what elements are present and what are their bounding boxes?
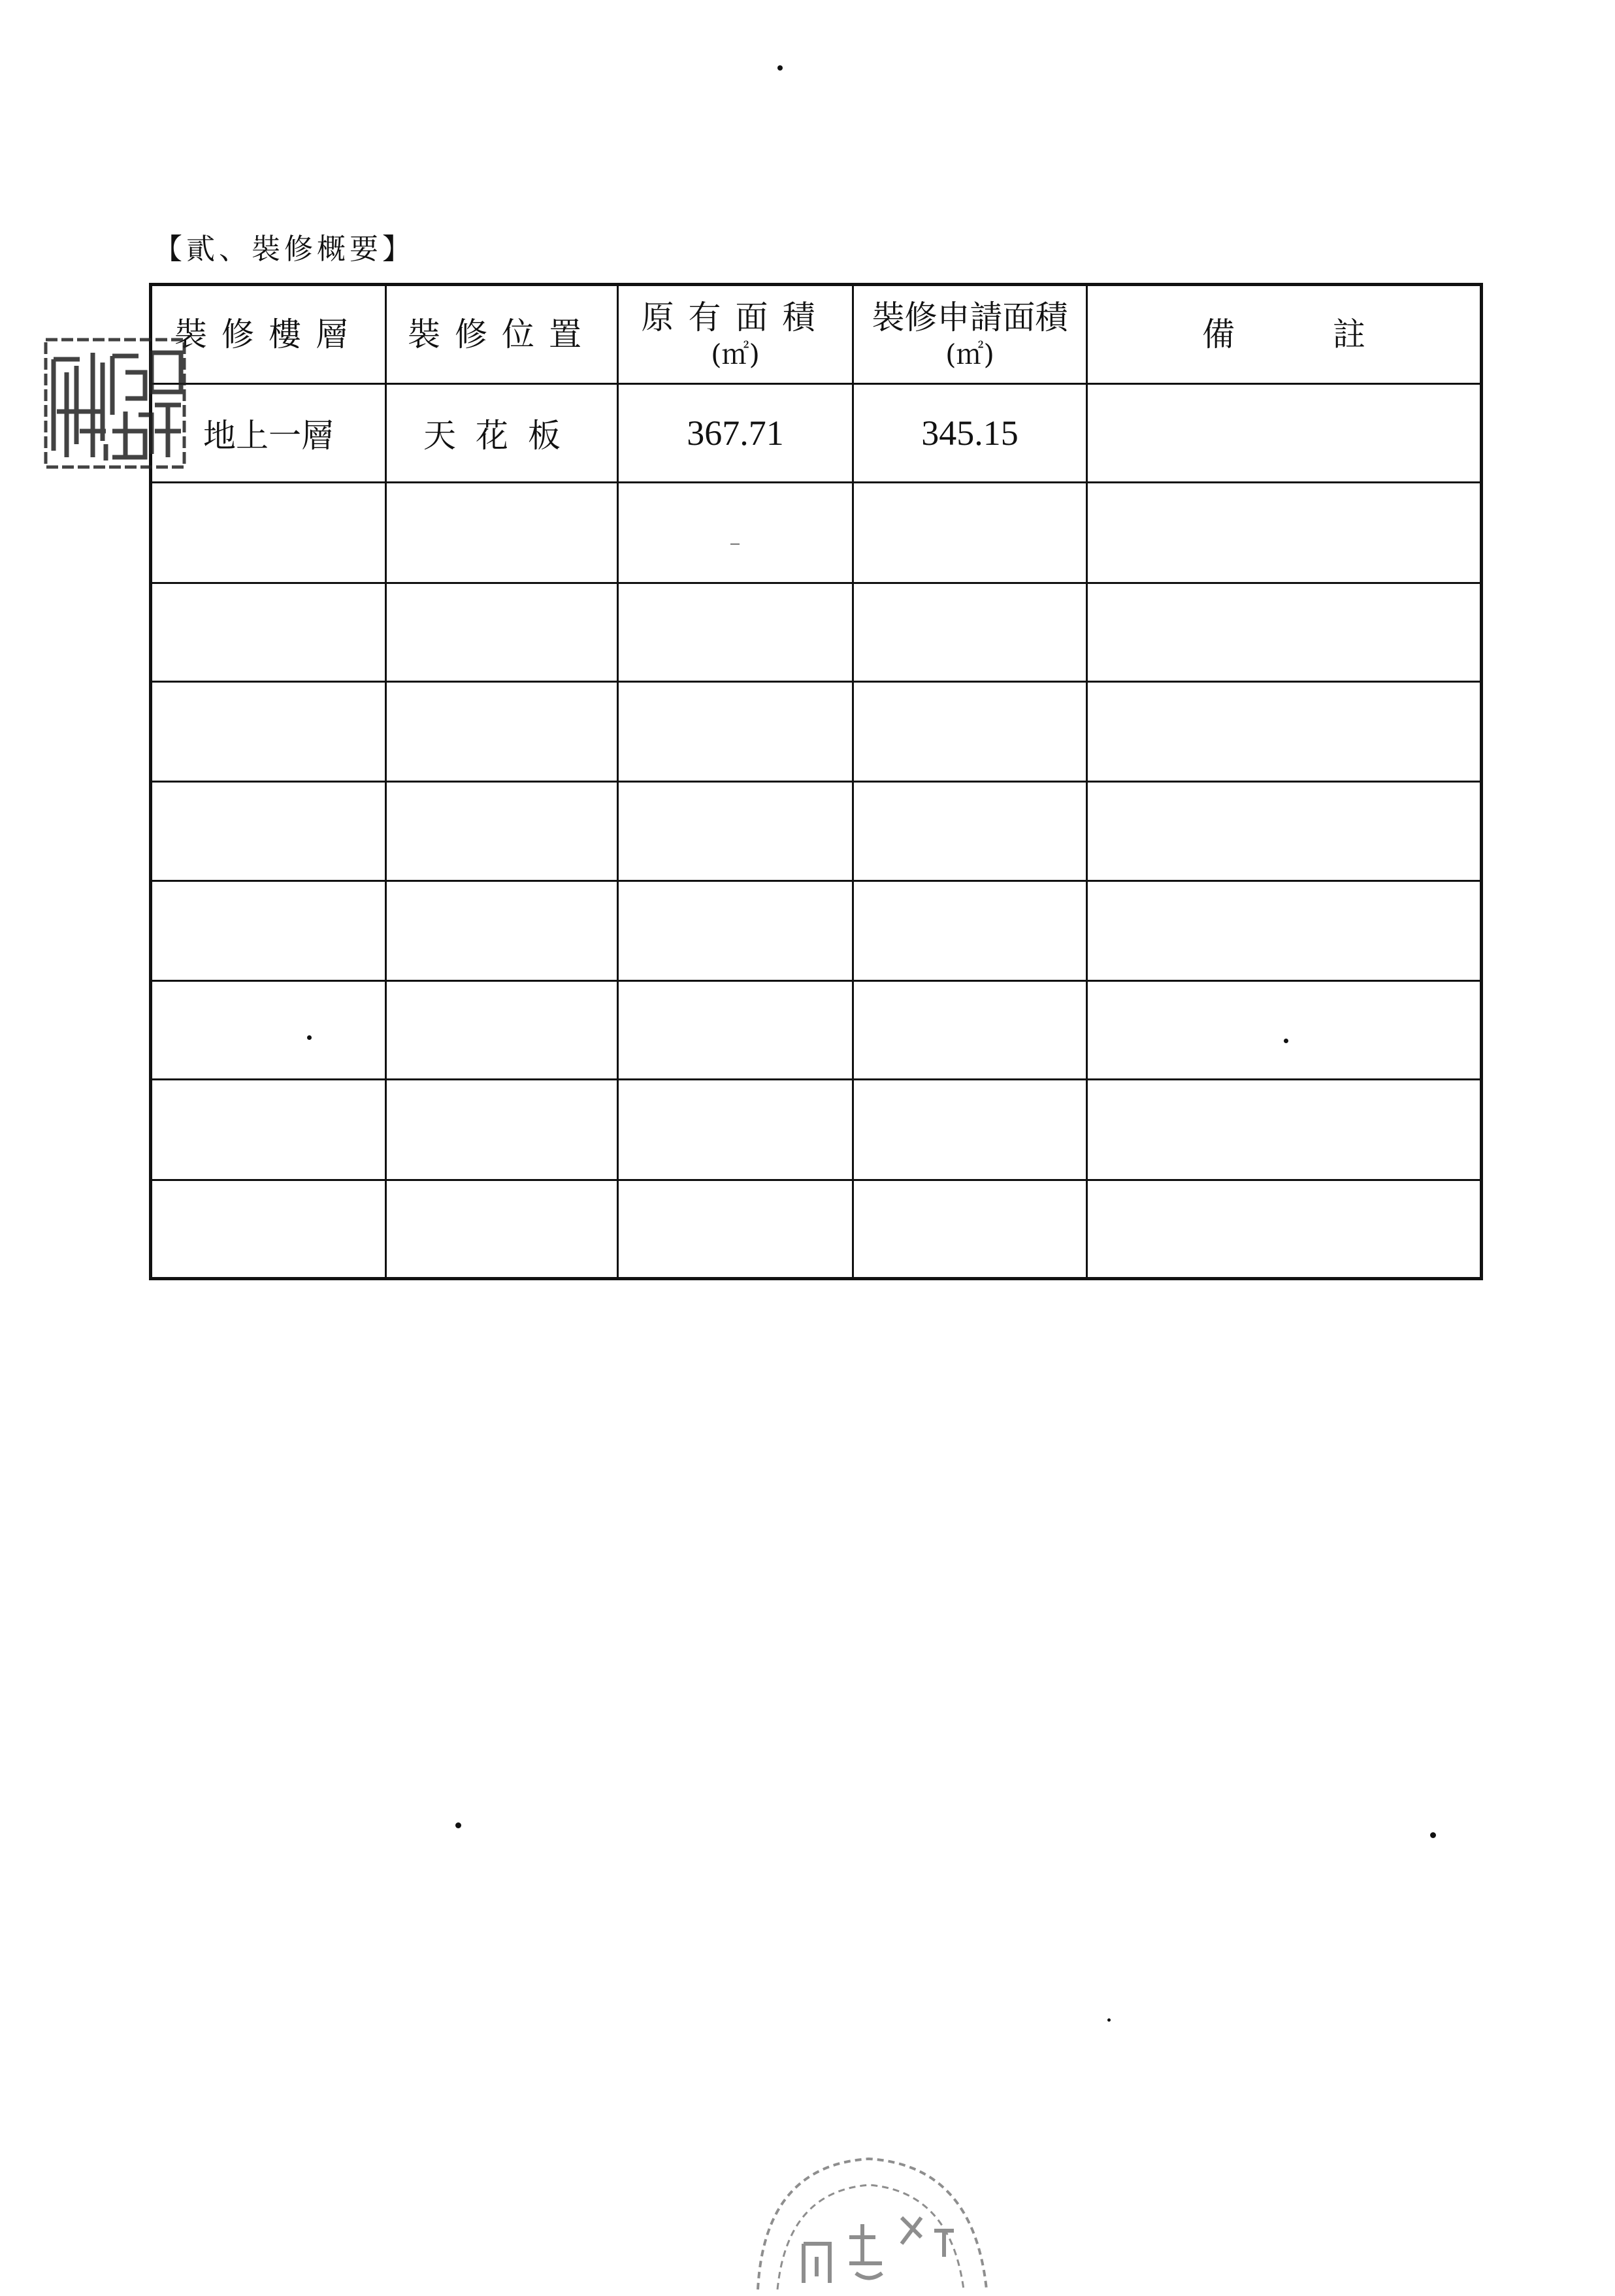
cell-applied-area: [853, 483, 1087, 583]
cell-original-area: [618, 583, 853, 681]
cell-floor: [151, 583, 386, 681]
seal-stamp-left: [41, 333, 191, 474]
table-row: [151, 1180, 1482, 1278]
cell-position: [386, 1180, 618, 1278]
scan-speck: [730, 543, 740, 545]
cell-original-area: [618, 1180, 853, 1278]
section-title: 【貳、裝修概要】: [154, 233, 415, 266]
cell-applied-area: [853, 782, 1087, 881]
cell-position: [386, 583, 618, 681]
header-applied-area-label: 裝修申請面積: [872, 298, 1068, 336]
table-row: [151, 1080, 1482, 1180]
header-remarks-char-b: 註: [1333, 315, 1365, 353]
cell-remarks: [1087, 980, 1482, 1079]
cell-applied-area: 345.15: [853, 384, 1087, 483]
header-remarks: [1087, 285, 1482, 384]
cell-position: [386, 980, 618, 1079]
cell-applied-area: [853, 1180, 1087, 1278]
scan-speck: [777, 65, 783, 71]
cell-original-area: [618, 881, 853, 980]
cell-original-area: [618, 782, 853, 881]
cell-position: [386, 881, 618, 980]
scan-speck: [1284, 1039, 1288, 1043]
cell-original-area: [618, 980, 853, 1079]
cell-applied-area: [853, 583, 1087, 681]
cell-remarks: [1087, 1080, 1482, 1180]
header-floor: 裝修樓層: [151, 285, 386, 384]
scan-speck: [1430, 1832, 1436, 1838]
header-applied-area-unit: (㎡): [945, 338, 994, 370]
renovation-summary-table: [149, 283, 1483, 1280]
scan-speck: [307, 1035, 312, 1040]
cell-remarks: [1087, 384, 1482, 483]
cell-floor: [151, 1080, 386, 1180]
cell-applied-area: [853, 980, 1087, 1079]
cell-position: [386, 681, 618, 781]
cell-floor: [151, 980, 386, 1079]
cell-original-area: [618, 483, 853, 583]
cell-original-area: [618, 681, 853, 781]
cell-remarks: [1087, 681, 1482, 781]
scan-speck: [1107, 2018, 1111, 2022]
table-header-row: [151, 285, 1482, 384]
cell-floor: [151, 483, 386, 583]
cell-remarks: [1087, 782, 1482, 881]
table-row: [151, 681, 1482, 781]
cell-remarks: [1087, 1180, 1482, 1278]
cell-position: [386, 483, 618, 583]
header-position: 裝修位置: [386, 285, 618, 384]
scan-speck: [455, 1822, 461, 1828]
cell-position: [386, 1080, 618, 1180]
cell-position: [386, 782, 618, 881]
table-row: [151, 483, 1482, 583]
table-row: [151, 782, 1482, 881]
table-row: [151, 980, 1482, 1079]
cell-applied-area: [853, 881, 1087, 980]
header-applied-area: [853, 285, 1087, 384]
cell-floor: [151, 681, 386, 781]
header-original-area: [618, 285, 853, 384]
cell-original-area: 367.71: [618, 384, 853, 483]
cell-applied-area: [853, 681, 1087, 781]
cell-floor: 地上一層: [151, 384, 386, 483]
header-original-area-label: 原有面積: [641, 298, 830, 336]
cell-position: 天花板: [386, 384, 618, 483]
cell-remarks: [1087, 583, 1482, 681]
cell-floor: [151, 1180, 386, 1278]
table-row: [151, 583, 1482, 681]
table-row: [151, 384, 1482, 483]
header-original-area-unit: (㎡): [711, 338, 760, 370]
header-remarks-char-a: 備: [1202, 315, 1235, 353]
table-row: [151, 881, 1482, 980]
cell-applied-area: [853, 1080, 1087, 1180]
seal-stamp-bottom: [738, 2146, 1000, 2296]
cell-remarks: [1087, 881, 1482, 980]
cell-floor: [151, 881, 386, 980]
cell-floor: [151, 782, 386, 881]
cell-remarks: [1087, 483, 1482, 583]
cell-original-area: [618, 1080, 853, 1180]
